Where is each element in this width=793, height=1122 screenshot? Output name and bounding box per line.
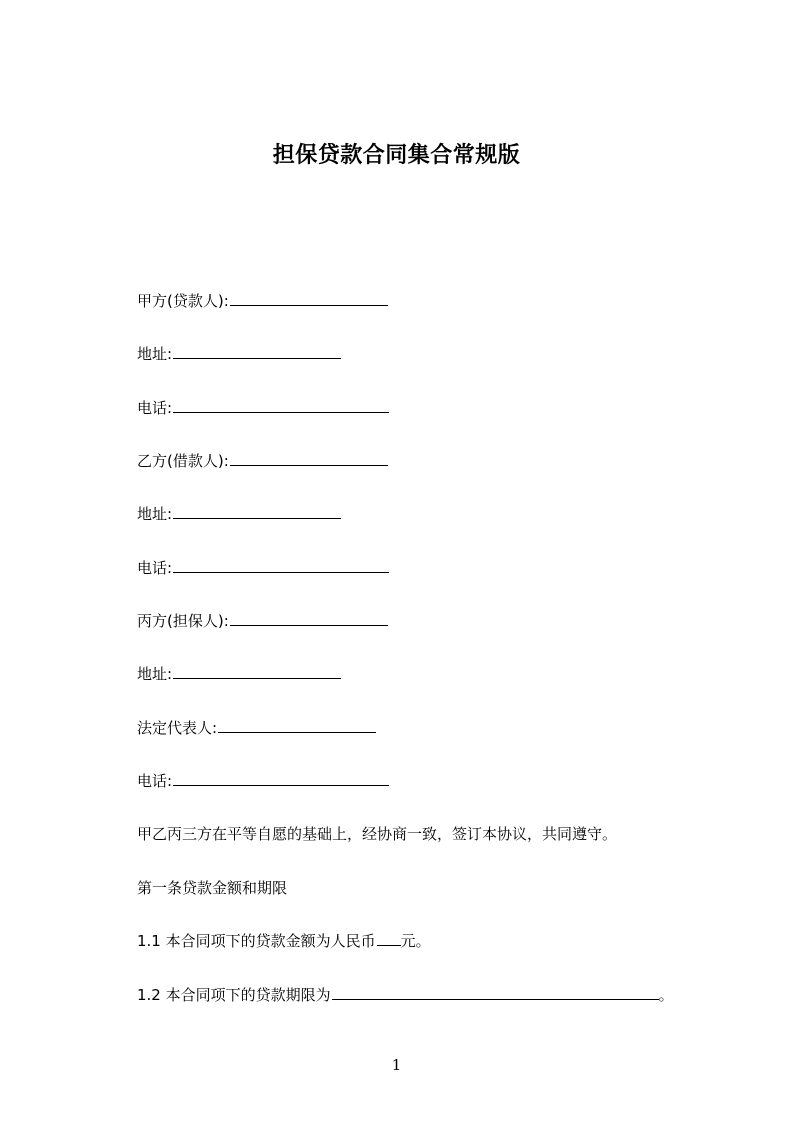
field-guarantor [137,611,388,631]
fill-blank[interactable] [230,611,388,626]
field-label: 电话: [137,399,173,417]
fill-blank[interactable] [230,291,388,306]
field-label: 地址: [137,345,173,363]
fill-blank[interactable] [377,931,401,946]
fill-blank[interactable] [173,664,341,679]
clause-1-2 [137,985,674,1005]
field-label: 丙方(担保人): [137,612,229,630]
clause-text: 1.2 本合同项下的贷款期限为 [137,986,331,1004]
fill-blank[interactable] [173,344,341,359]
field-borrower [137,451,388,471]
field-legal-representative [137,718,376,738]
fill-blank[interactable] [332,985,659,1000]
fill-blank[interactable] [218,718,376,733]
fill-blank[interactable] [173,504,341,519]
intro-paragraph: 甲乙丙三方在平等自愿的基础上，经协商一致，签订本协议，共同遵守。 [137,825,618,843]
field-guarantor-address [137,664,341,684]
clause-text: 。 [658,986,674,1004]
clause-text: 1.1 本合同项下的贷款金额为人民币 [137,932,376,950]
fill-blank[interactable] [230,451,388,466]
field-label: 地址: [137,665,173,683]
field-lender-phone [137,398,389,418]
fill-blank[interactable] [173,771,389,786]
clause-text: 元。 [400,932,431,950]
field-lender-address [137,344,341,364]
fill-blank[interactable] [173,558,389,573]
field-borrower-phone [137,558,389,578]
field-label: 甲方(贷款人): [137,292,229,310]
field-borrower-address [137,504,341,524]
field-label: 地址: [137,505,173,523]
page-number: 1 [391,1056,402,1074]
field-lender [137,291,388,311]
field-label: 电话: [137,772,173,790]
page-title: 担保贷款合同集合常规版 [272,143,521,168]
field-label: 法定代表人: [137,719,218,737]
field-label: 电话: [137,559,173,577]
article-heading: 第一条贷款金额和期限 [137,879,288,897]
clause-1-1 [137,931,431,951]
field-label: 乙方(借款人): [137,452,229,470]
field-guarantor-phone [137,771,389,791]
fill-blank[interactable] [173,398,389,413]
